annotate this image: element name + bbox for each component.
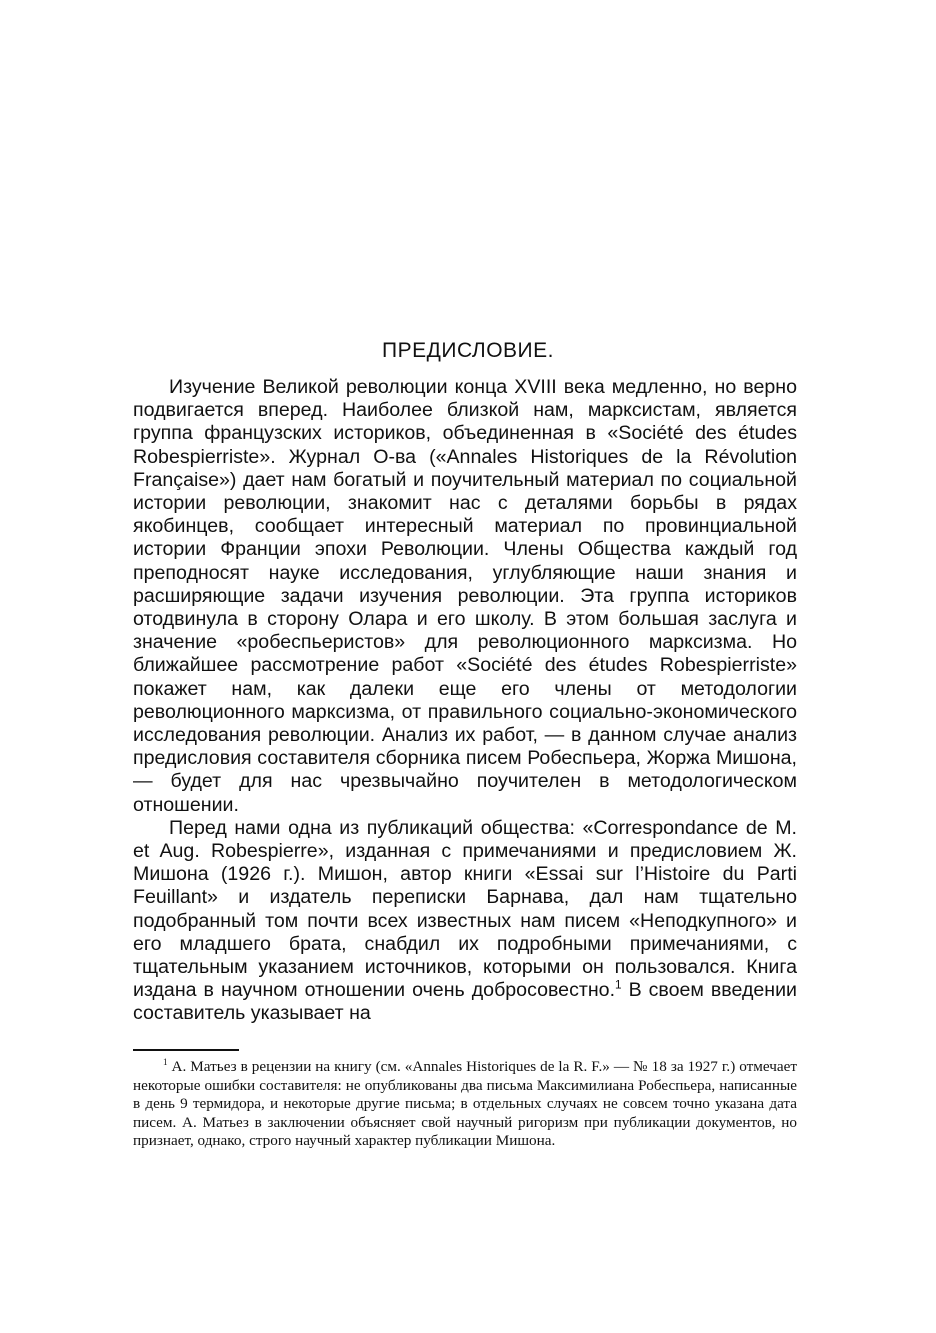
paragraph-1: Изучение Великой революции конца XVIII века медленно, но верно подвигается вперед. Наиболее близкой нам, марксистам, является группа французских историков, объединенная в «Société des études Robespierriste». Журнал О-ва («Annales Historiques de la Révolution Française») дает нам богатый и поучительный материал по социальной истории революции, знакомит нас с деталями борьбы в рядах якобинцев, сообщает интересный материал по провинциальной истории Франции эпохи Революции. Члены Общества каждый год преподносят науке исследования, углубляющие наши знания и расширяющие задачи изучения революции. Эта группа историков отодвинула в сторону Олара и его школу. В этом большая заслуга и значение «робеспьеристов» для революционного марксизма. Но ближайшее рассмотрение работ «Société des études Robespierriste» покажет нам, как далеки еще его члены от методологии революционного марксизма, от правильного социально-экономического исследования революции. Анализ их работ, — в данном случае анализ предисловия составителя сборника писем Робеспьера, Жоржа Мишона, — будет для нас чрезвычайно поучителен в методологическом отношении.	[133, 376, 797, 816]
paragraph-2-tail: В своем введении составитель указывает на	[133, 979, 797, 1025]
body-text	[133, 376, 797, 1026]
footnote-text: А. Матьез в рецензии на книгу (см. «Annales Historiques de la R. F.» — № 18 за 1927 г.) отмечает некоторые ошибки составителя: не опубликованы два письма Максимилиана Робеспьера, написанные в день 9 термидора, и некоторые другие письма; в отдельных случаях не совсем точно указана дата писем. А. Матьез в заключении объясняет свой научный ригоризм при публикации документов, но признает, однако, строго научный характер публикации Мишона.	[133, 1058, 797, 1150]
footnote-reference[interactable]: 1	[615, 978, 622, 992]
footnote-marker: 1	[163, 1056, 168, 1067]
paragraph-2-text: Перед нами одна из публикаций общества: «Correspondance de M. et Aug. Robespierre», изданная с примечаниями и предисловием Ж. Мишона (1926 г.). Мишон, автор книги «Essai sur l’Histoire du Parti Feuillant» и издатель переписки Барнава, дал нам тщательно подобранный том почти всех известных нам писем «Неподкупного» и его младшего брата, снабдил их подробными примечаниями, с тщательным указанием источников, которыми он пользовался. Книга издана в научном отношении очень добросовестно.	[133, 816, 797, 1002]
footnote-divider	[133, 1049, 239, 1051]
page-title: ПРЕДИСЛОВИЕ.	[382, 339, 554, 362]
footnote	[133, 1058, 797, 1151]
paragraph-2	[133, 817, 797, 1026]
